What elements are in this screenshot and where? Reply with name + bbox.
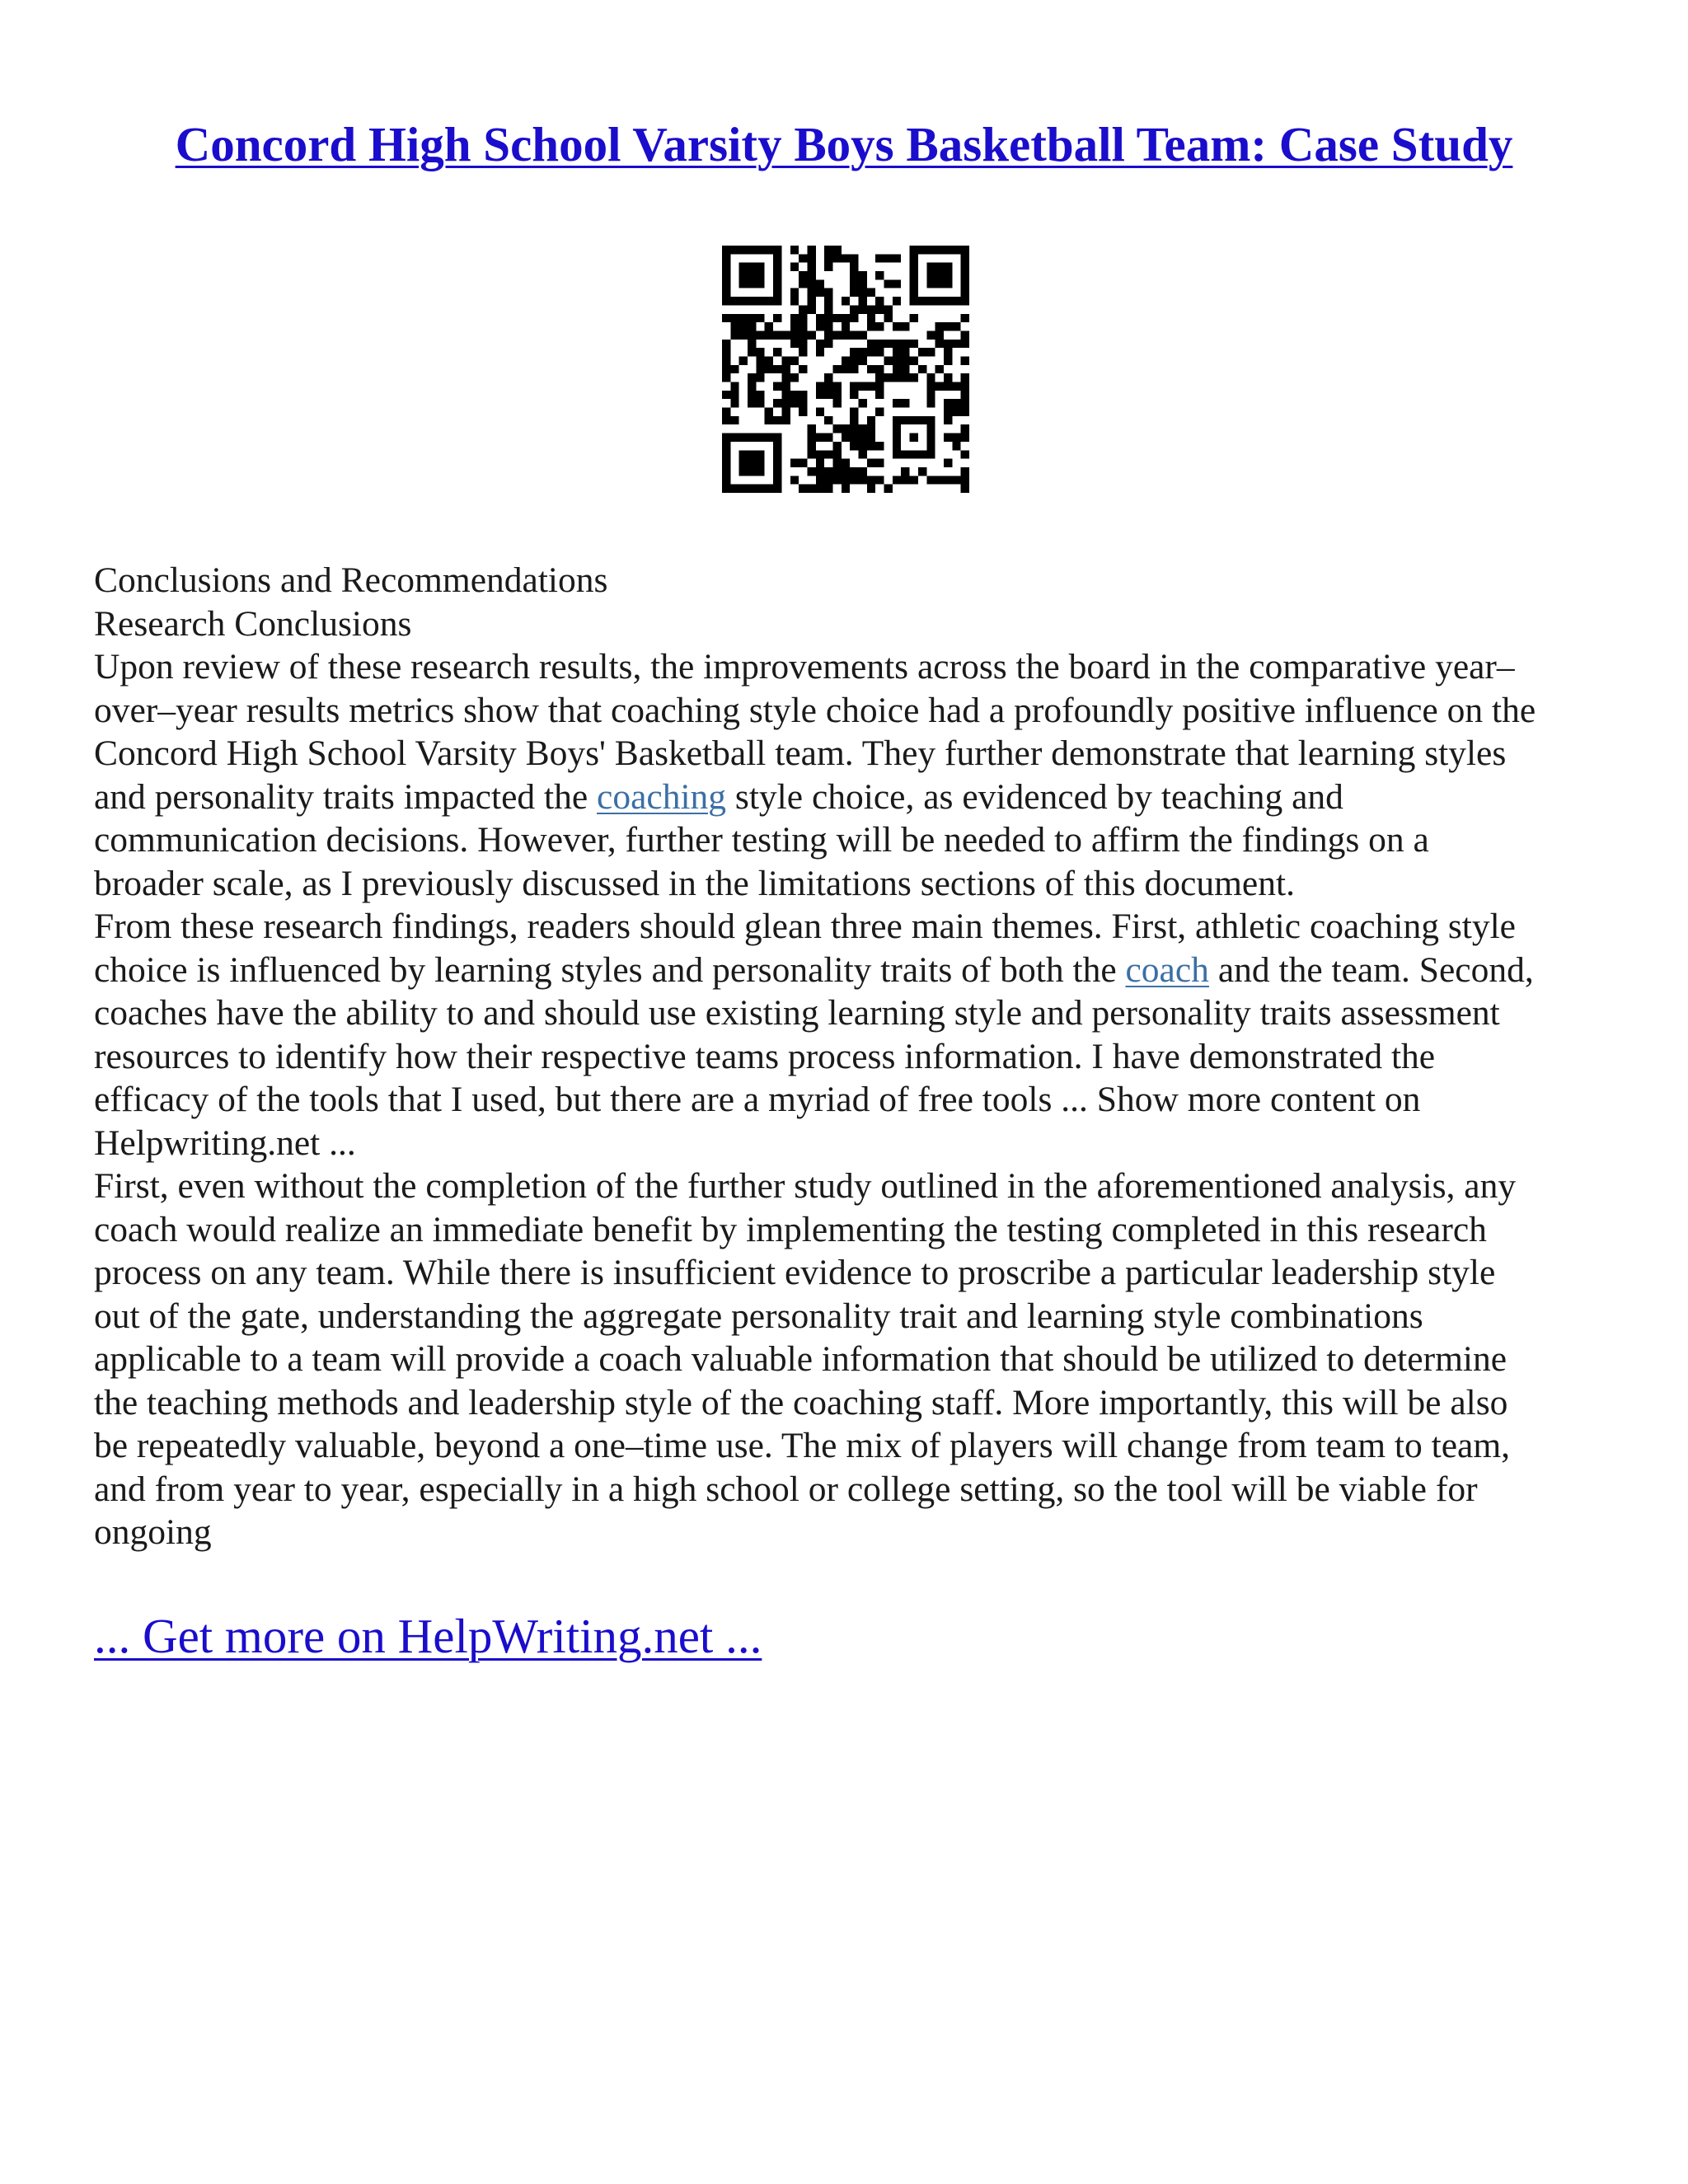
- paragraph-line: over–year results metrics show that coaching style choice had a profoundly positive influence on the: [94, 690, 1536, 730]
- paragraph-line: Concord High School Varsity Boys' Basketball team. They further demonstrate that learning styles: [94, 733, 1507, 773]
- paragraph-line: communication decisions. However, further testing will be needed to affirm the findings on a: [94, 820, 1429, 860]
- paragraph-line: resources to identify how their respective teams process information. I have demonstrated the: [94, 1036, 1436, 1076]
- paragraph-line: Helpwriting.net ...: [94, 1122, 356, 1163]
- paragraph-line: applicable to a team will provide a coach valuable information that should be utilized to determine: [94, 1339, 1507, 1379]
- paragraph-text: and personality traits impacted the: [94, 776, 598, 817]
- coach-link[interactable]: coach: [1125, 949, 1209, 990]
- paragraph-text: choice is influenced by learning styles and personality traits of both the: [94, 949, 1126, 990]
- paragraph-line: First, even without the completion of the further study outlined in the aforementioned analysis, any: [94, 1166, 1517, 1206]
- paragraph-line: out of the gate, understanding the aggregate personality trait and learning style combinations: [94, 1296, 1423, 1336]
- paragraph-line: and from year to year, especially in a high school or college setting, so the tool will be viable for: [94, 1469, 1478, 1509]
- paragraph-line: coach would realize an immediate benefit by implementing the testing completed in this research: [94, 1209, 1487, 1249]
- paragraph-line: Upon review of these research results, the improvements across the board in the comparative year–: [94, 647, 1515, 687]
- paragraph-line: broader scale, as I previously discussed in the limitations sections of this document.: [94, 863, 1295, 903]
- paragraph-line: be repeatedly valuable, beyond a one–time use. The mix of players will change from team to team,: [94, 1426, 1511, 1465]
- subsection-heading: Research Conclusions: [94, 603, 412, 644]
- qr-code-icon: [722, 246, 969, 493]
- coaching-link[interactable]: coaching: [597, 776, 727, 817]
- paragraph-line: coaches have the ability to and should use existing learning style and personality traits assessment: [94, 993, 1500, 1033]
- paragraph-line: efficacy of the tools that I used, but there are a myriad of free tools ... Show more content on: [94, 1080, 1421, 1119]
- get-more-link[interactable]: ... Get more on HelpWriting.net ...: [94, 1609, 762, 1663]
- article-body: [94, 559, 1602, 1554]
- paragraph-text: style choice, as evidenced by teaching and: [726, 776, 1343, 817]
- paragraph-line: the teaching methods and leadership style of the coaching staff. More importantly, this will be also: [94, 1382, 1508, 1422]
- page-title-link[interactable]: Concord High School Varsity Boys Basketball Team: Case Study: [175, 117, 1513, 171]
- paragraph-line: process on any team. While there is insufficient evidence to proscribe a particular leadership style: [94, 1253, 1496, 1292]
- paragraph-text: and the team. Second,: [1208, 949, 1534, 990]
- paragraph-line: From these research findings, readers should glean three main themes. First, athletic coaching style: [94, 907, 1516, 946]
- paragraph-line: [94, 776, 1602, 819]
- paragraph-line: ongoing: [94, 1512, 212, 1552]
- section-heading: Conclusions and Recommendations: [94, 560, 608, 600]
- paragraph-line: [94, 949, 1602, 992]
